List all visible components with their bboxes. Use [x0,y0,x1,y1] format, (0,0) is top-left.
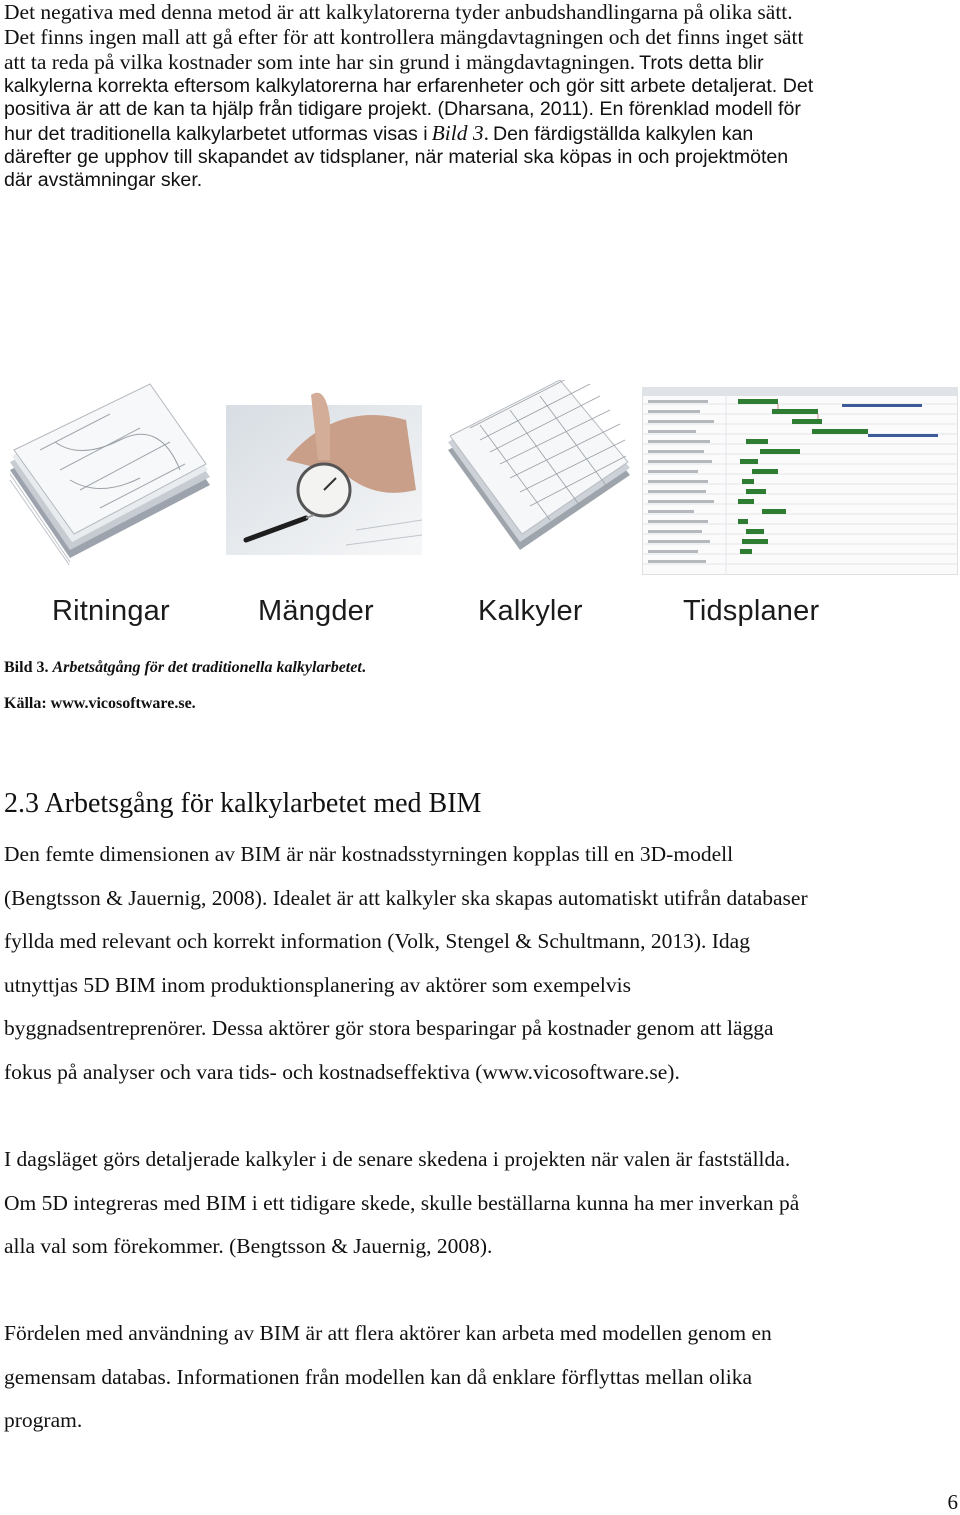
text-line: utnyttjas 5D BIM inom produktionsplanering av aktörer som exempelvis [4,972,631,997]
measuring-tool-icon [226,393,422,555]
text-line: Fördelen med användning av BIM är att flera aktörer kan arbeta med modellen genom en [4,1321,772,1345]
text-line: (Bengtsson & Jauernig, 2008). Idealet är att kalkyler ska skapas automatiskt utifrån databaser [4,885,808,910]
gantt-chart-icon [642,388,958,575]
figure-label-kalkyler: Kalkyler [478,595,583,627]
section-paragraph-1 [4,833,956,1095]
figure-label-mangder: Mängder [258,595,374,627]
figure-source: Källa: www.vicosoftware.se. [4,695,196,712]
text-line: positiva är att de kan ta hjälp från tidigare projekt. (Dharsana, 2011). En förenklad modell för [4,98,801,120]
text-line: där avstämningar sker. [4,169,203,191]
text-line: alla val som förekommer. (Bengtsson & Jauernig, 2008). [4,1234,493,1259]
calculations-stack-image [440,380,635,558]
text-line: hur det traditionella kalkylarbetet utformas visas i Bild 3. Den färdigställda kalkylen kan [4,121,754,145]
measurement-photo-image [226,380,422,555]
spreadsheet-stack-icon [448,380,630,550]
text-line: Om 5D integreras med BIM i ett tidigare skede, skulle beställarna kunna ha mer inverkan på [4,1190,800,1215]
figure-caption: Bild 3. Arbetsåtgång för det traditionella kalkylarbetet. [4,659,366,676]
section-paragraph-2 [4,1138,956,1269]
intro-paragraph [4,0,954,192]
figure-label-ritningar: Ritningar [52,595,170,627]
text-line: I dagsläget görs detaljerade kalkyler i de senare skedena i projekten när valen är fastställda. [4,1147,791,1171]
figure-reference: Bild 3 [431,121,484,145]
paper-stack-icon [10,384,210,565]
section-paragraph-3 [4,1312,956,1443]
figure-bild-3 [0,380,960,640]
caption-title: Arbetsåtgång för det traditionella kalkylarbetet [52,659,362,676]
text-line: fokus på analyser och vara tids- och kostnadseffektiva (www.vicosoftware.se). [4,1059,680,1084]
caption-prefix: Bild 3. [4,659,49,676]
text-line: kalkylerna korrekta eftersom kalkylatorerna har erfarenheter och gör sitt arbete detaljerat. Det [4,75,814,97]
text-line: program. [4,1408,83,1433]
text-line: Det negativa med denna metod är att kalkylatorerna tyder anbudshandlingarna på olika sätt. [4,0,793,24]
text-line: byggnadsentreprenörer. Dessa aktörer gör stora besparingar på kostnader genom att lägga [4,1016,774,1041]
schedule-gantt-image [642,380,958,575]
text-line: att ta reda på vilka kostnader som inte har sin grund i mängdavtagningen. Trots detta blir [4,50,764,74]
section-heading: 2.3 Arbetsgång för kalkylarbetet med BIM [4,788,482,819]
page-number: 6 [947,1490,958,1514]
text-line: Det finns ingen mall att gå efter för att kontrollera mängdavtagningen och det finns inget sätt [4,25,804,49]
drawings-stack-image [0,380,215,565]
text-line: gemensam databas. Informationen från modellen kan då enklare förflyttas mellan olika [4,1364,753,1389]
figure-label-tidsplaner: Tidsplaner [683,595,820,627]
text-line: därefter ge upphov till skapandet av tidsplaner, när material ska köpas in och projektmöten [4,146,789,168]
text-line: fyllda med relevant och korrekt information (Volk, Stengel & Schultmann, 2013). Idag [4,929,750,954]
text-line: Den femte dimensionen av BIM är när kostnadsstyrningen kopplas till en 3D-modell [4,842,734,866]
